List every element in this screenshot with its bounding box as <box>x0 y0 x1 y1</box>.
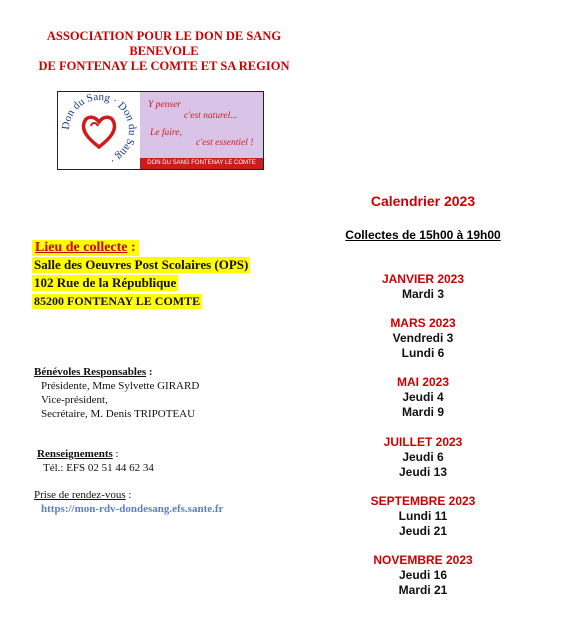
tagline-2a: Le faire, <box>150 128 182 138</box>
tagline-2b: c'est essentiel ! <box>196 138 254 148</box>
appointment-link[interactable]: https://mon-rdv-dondesang.efs.sante.fr <box>41 503 224 515</box>
month-name: NOVEMBRE 2023 <box>373 553 473 567</box>
logo-band: DON DU SANG FONTENAY LE COMTE <box>140 158 263 169</box>
month-september <box>310 494 536 539</box>
appointment-title: Prise de rendez-vous : <box>34 489 132 501</box>
tagline-1a: Y penser <box>148 100 181 110</box>
month-march <box>310 316 536 361</box>
heart-emblem-icon <box>58 92 140 169</box>
collection-day: Jeudi 16 <box>398 568 448 582</box>
logo-tagline-panel <box>140 92 263 158</box>
svg-text:Don du Sang · Don du Sang · <box>60 92 138 166</box>
location-street: 102 Rue de la République <box>34 275 177 290</box>
collection-day: Mardi 3 <box>401 287 444 301</box>
volunteer-secretary: Secrétaire, M. Denis TRIPOTEAU <box>41 408 196 420</box>
volunteers-title: Bénévoles Responsables : <box>34 366 153 378</box>
volunteer-vice-president: Vice-président, <box>41 394 108 406</box>
logo-emblem <box>58 92 140 169</box>
month-november <box>310 553 536 598</box>
logo-circle-text: Don du Sang · Don du Sang · <box>59 92 139 167</box>
month-may <box>310 375 536 420</box>
location-venue: Salle des Oeuvres Post Scolaires (OPS) <box>34 257 249 272</box>
information-title: Renseignements : <box>37 448 119 460</box>
collection-day: Mardi 21 <box>398 583 448 597</box>
collection-day: Lundi 6 <box>401 346 445 360</box>
don-du-sang-logo <box>57 91 264 170</box>
collection-location <box>32 238 250 310</box>
month-name: JUILLET 2023 <box>383 435 463 449</box>
association-header <box>0 29 328 74</box>
header-line-3: DE FONTENAY LE COMTE ET SA REGION <box>38 59 290 73</box>
month-name: MARS 2023 <box>390 316 456 330</box>
month-name: MAI 2023 <box>396 375 450 389</box>
tagline-1b: c'est naturel... <box>184 111 238 121</box>
location-title: Lieu de collecte : <box>32 240 139 256</box>
calendar-title: Calendrier 2023 <box>370 193 476 209</box>
collection-day: Vendredi 3 <box>392 331 454 345</box>
volunteer-president: Présidente, Mme Sylvette GIRARD <box>41 380 200 392</box>
collection-day: Jeudi 6 <box>402 450 444 464</box>
collection-day: Jeudi 21 <box>398 524 448 538</box>
month-january <box>310 272 536 302</box>
information-section <box>37 447 154 475</box>
collection-day: Jeudi 4 <box>402 390 444 404</box>
header-line-2: BENEVOLE <box>129 44 199 58</box>
month-name: SEPTEMBRE 2023 <box>370 494 476 508</box>
information-phone: Tél.: EFS 02 51 44 62 34 <box>43 462 154 474</box>
calendar-subtitle: Collectes de 15h00 à 19h00 <box>345 228 501 242</box>
header-line-1: ASSOCIATION POUR LE DON DE SANG <box>46 29 282 43</box>
collection-day: Jeudi 13 <box>398 465 448 479</box>
appointment-section <box>34 488 223 516</box>
month-july <box>310 435 536 480</box>
volunteers-section <box>34 365 199 421</box>
month-name: JANVIER 2023 <box>381 272 465 286</box>
collection-day: Mardi 9 <box>401 405 444 419</box>
collection-day: Lundi 11 <box>398 509 448 523</box>
location-city: 85200 FONTENAY LE COMTE <box>34 294 201 308</box>
